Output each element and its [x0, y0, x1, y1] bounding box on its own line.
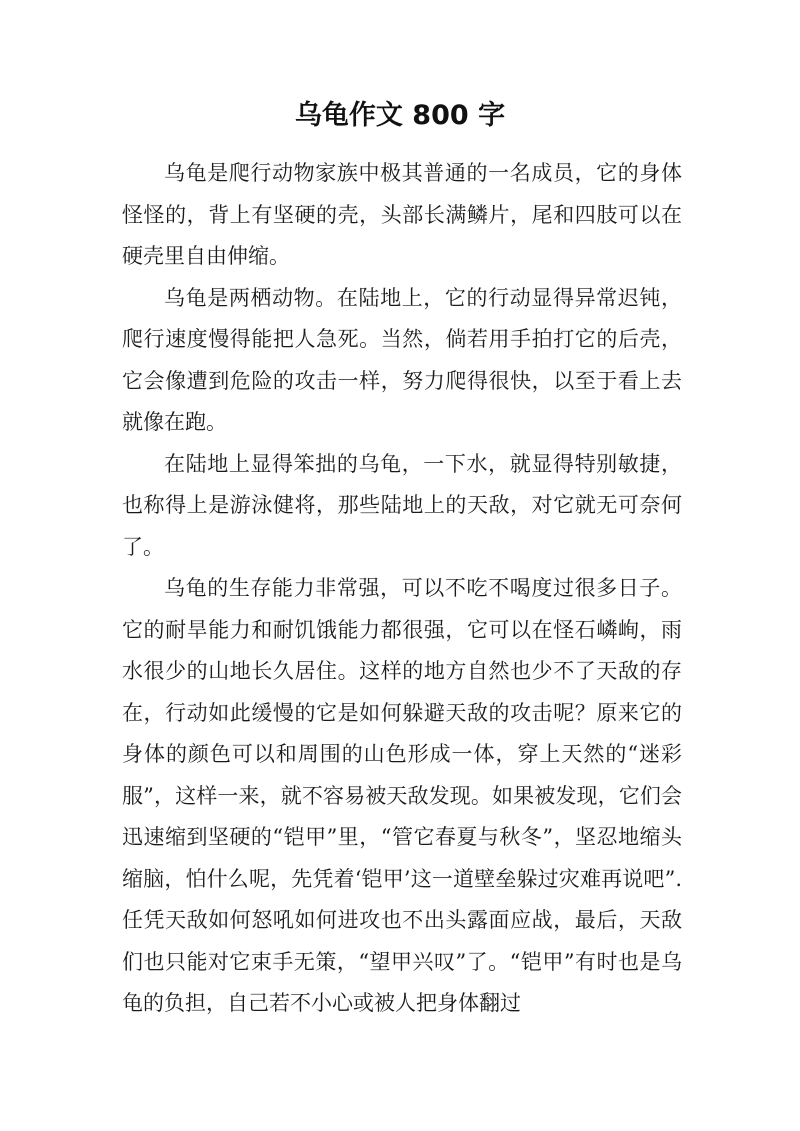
paragraph: 乌龟是两栖动物。在陆地上，它的行动显得异常迟钝，爬行速度慢得能把人急死。当然，倘若用手拍打它的后壳，它会像遭到危险的攻击一样，努力爬得很快，以至于看上去就像在跑。 — [122, 285, 682, 434]
document-body — [122, 153, 682, 1025]
paragraph: 在陆地上显得笨拙的乌龟，一下水，就显得特别敏捷，也称得上是游泳健将，那些陆地上的天敌，对它就无可奈何了。 — [122, 451, 682, 559]
paragraph: 乌龟的生存能力非常强，可以不吃不喝度过很多日子。它的耐旱能力和耐饥饿能力都很强，它可以在怪石嶙峋，雨水很少的山地长久居住。这样的地方自然也少不了天敌的存在，行动如此缓慢的它是如何躲避天敌的攻击呢？原来它的身体的颜色可以和周围的山色形成一体，穿上天然的“迷彩服”，这样一来，就不容易被天敌发现。如果被发现，它们会迅速缩到坚硬的“铠甲”里，“管它春夏与秋冬”，坚忍地缩头缩脑，怕什么呢，先凭着‘铠甲’这一道壁垒躲过灾难再说吧”.任凭天敌如何怒吼如何进攻也不出头露面应战，最后，天敌们也只能对它束手无策，“望甲兴叹”了。“铠甲”有时也是乌龟的负担，自己若不小心或被人把身体翻过 — [122, 576, 682, 1015]
document-title: 乌龟作文 800 字 — [294, 100, 506, 131]
paragraph: 乌龟是爬行动物家族中极其普通的一名成员，它的身体怪怪的，背上有坚硬的壳，头部长满鳞片，尾和四肢可以在硬壳里自由伸缩。 — [122, 161, 682, 268]
